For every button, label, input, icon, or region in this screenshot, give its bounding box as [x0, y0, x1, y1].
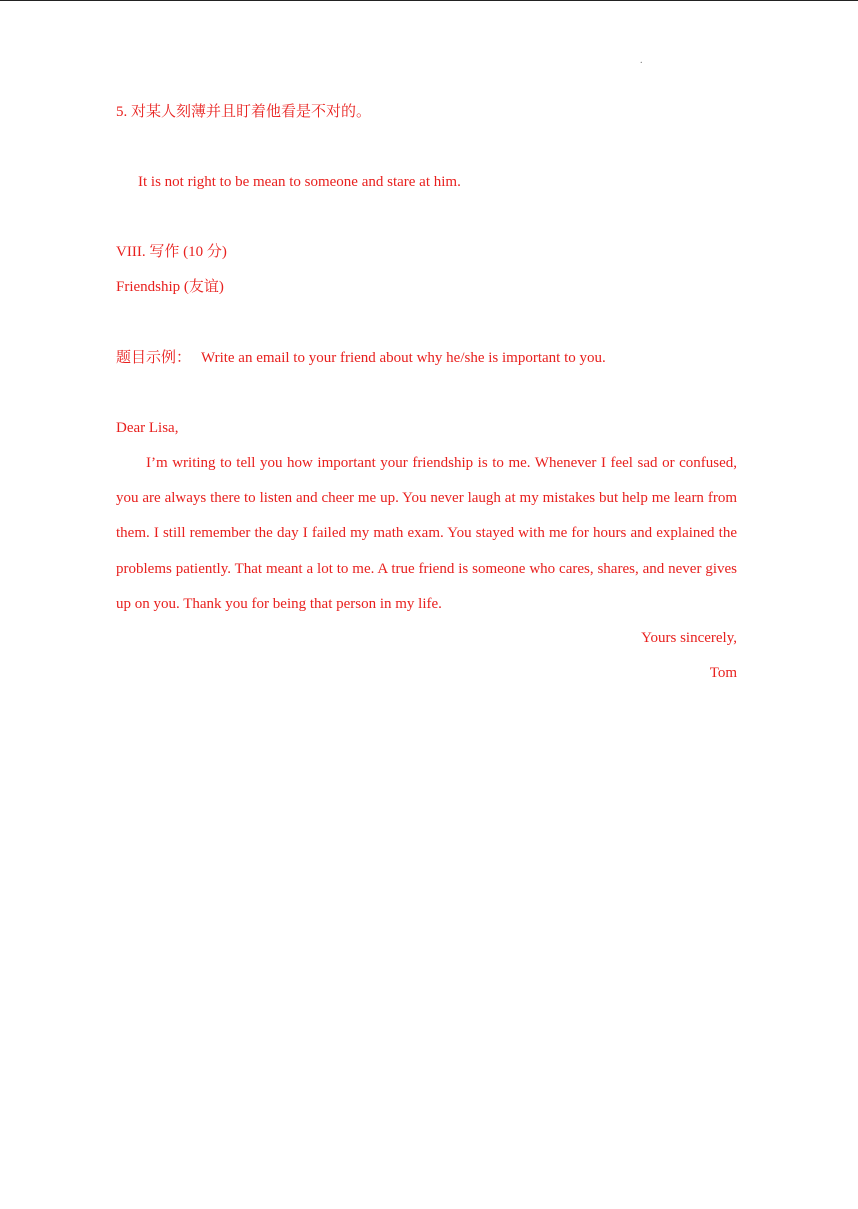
page-top-border	[0, 0, 858, 1]
writing-section-title: VIII. 写作 (10 分)	[116, 244, 227, 260]
letter-closing: Yours sincerely,	[641, 630, 737, 646]
writing-prompt	[116, 349, 606, 367]
letter-greeting: Dear Lisa,	[116, 420, 179, 436]
question-5-prompt: 5. 对某人刻薄并且盯着他看是不对的。	[116, 104, 372, 120]
writing-topic: Friendship (友谊)	[116, 279, 224, 295]
question-5-answer: It is not right to be mean to someone and stare at him.	[138, 174, 461, 190]
writing-prompt-text: Write an email to your friend about why he/she is important to you.	[201, 350, 606, 366]
letter-signature: Tom	[709, 665, 737, 681]
stray-mark: .	[640, 55, 643, 66]
letter-body: I’m writing to tell you how important your friendship is to me. Whenever I feel sad or confused, you are always there to listen and cheer me up. You never laugh at my mistakes but help me learn from them. I still remember the day I failed my math exam. You stayed with me for hours and explained the problems patiently. That meant a lot to me. A true friend is someone who cares, shares, and never gives up on you. Thank you for being that person in my life.	[116, 455, 737, 612]
writing-prompt-label: 题目示例：	[116, 350, 192, 366]
